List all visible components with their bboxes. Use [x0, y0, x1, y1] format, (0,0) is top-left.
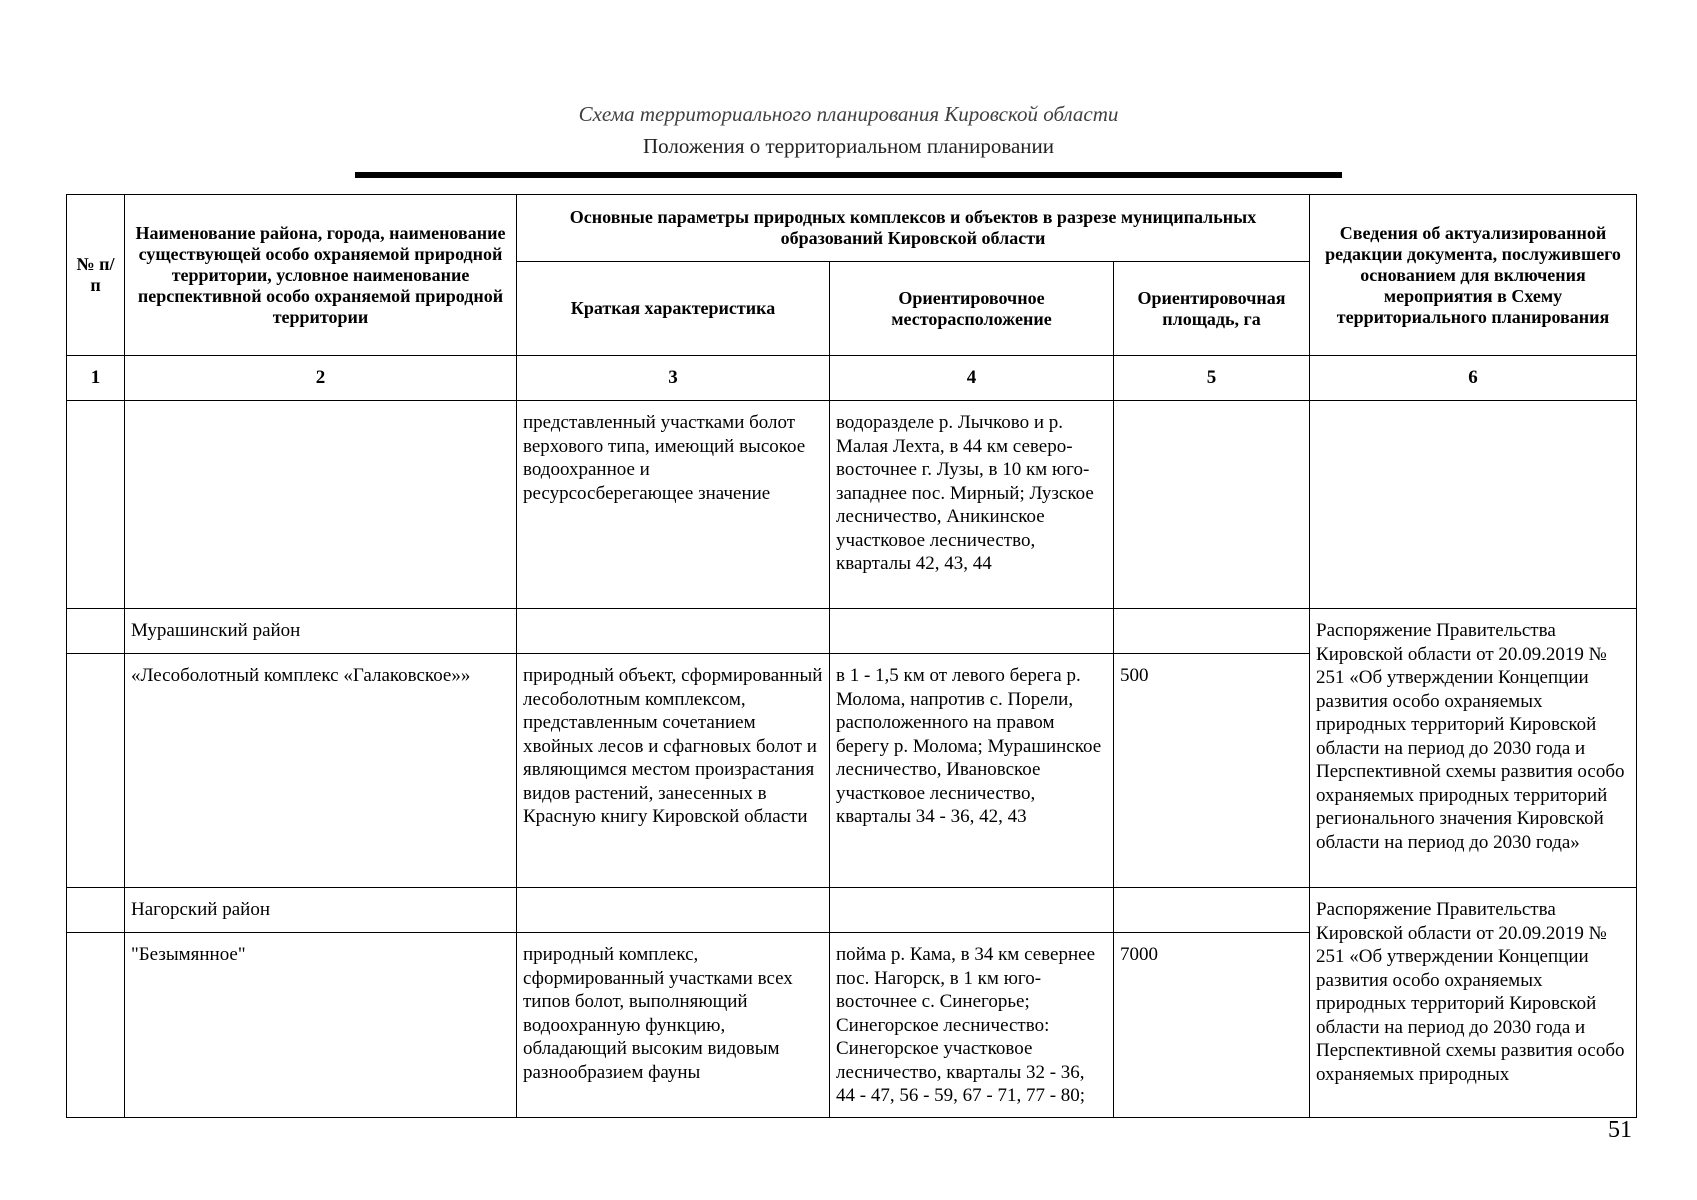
column-number: 3	[517, 356, 830, 401]
header-location: Ориентировочное месторасположение	[830, 262, 1114, 356]
table-row-district	[67, 888, 1637, 933]
row-num	[67, 654, 125, 888]
row-doc	[1310, 401, 1637, 609]
header-params-group: Основные параметры природных комплексов и объектов в разрезе муниципальных образований Кировской области	[517, 195, 1310, 262]
row-location: в 1 - 1,5 км от левого берега р. Молома, напротив с. Порели, расположенного на правом берегу р. Молома; Мурашинское лесничество, Ивановское участковое лесничество, кварталы 34 - 36, 42, 43	[830, 654, 1114, 888]
table-row	[67, 401, 1637, 609]
page-number: 51	[1608, 1117, 1632, 1143]
row-area	[1114, 401, 1310, 609]
row-num	[67, 401, 125, 609]
row-description: представленный участками болот верхового типа, имеющий высокое водоохранное и ресурсосберегающее значение	[517, 401, 830, 609]
row-area	[1114, 888, 1310, 933]
document-header	[0, 98, 1697, 162]
header-area: Ориентировочная площадь, га	[1114, 262, 1310, 356]
row-name: «Лесоболотный комплекс «Галаковское»»	[125, 654, 517, 888]
column-number: 5	[1114, 356, 1310, 401]
header-short-desc: Краткая характеристика	[517, 262, 830, 356]
row-location: водоразделе р. Лычково и р. Малая Лехта, в 44 км северо-восточнее г. Лузы, в 10 км юго-западнее пос. Мирный; Лузское лесничество, Аникинское участковое лесничество, кварталы 42, 43, 44	[830, 401, 1114, 609]
column-number: 1	[67, 356, 125, 401]
row-location	[830, 609, 1114, 654]
row-location	[830, 888, 1114, 933]
planning-table	[66, 194, 1637, 1118]
row-name	[125, 401, 517, 609]
row-num	[67, 888, 125, 933]
row-area	[1114, 609, 1310, 654]
row-area: 7000	[1114, 933, 1310, 1118]
row-name: "Безымянное"	[125, 933, 517, 1118]
row-doc: Распоряжение Правительства Кировской области от 20.09.2019 № 251 «Об утверждении Концепции развития особо охраняемых природных территорий Кировской области на период до 2030 года и Перспективной схемы развития особо охраняемых природных	[1310, 888, 1637, 1118]
row-num	[67, 933, 125, 1118]
district-name: Нагорский район	[125, 888, 517, 933]
table-row-district	[67, 609, 1637, 654]
column-number-row	[67, 356, 1637, 401]
row-description: природный комплекс, сформированный участками всех типов болот, выполняющий водоохранную функцию, обладающий высоким видовым разнообразием фауны	[517, 933, 830, 1118]
header-doc-info: Сведения об актуализированной редакции документа, послужившего основанием для включения мероприятия в Схему территориального планирования	[1310, 195, 1637, 356]
column-number: 4	[830, 356, 1114, 401]
row-num	[67, 609, 125, 654]
document-subtitle: Положения о территориальном планировании	[642, 134, 1055, 158]
header-rule	[355, 172, 1342, 178]
row-area: 500	[1114, 654, 1310, 888]
column-number: 6	[1310, 356, 1637, 401]
header-num: № п/п	[67, 195, 125, 356]
row-description	[517, 888, 830, 933]
district-name: Мурашинский район	[125, 609, 517, 654]
row-location: пойма р. Кама, в 34 км севернее пос. Нагорск, в 1 км юго-восточнее с. Синегорье; Синегорское лесничество: Синегорское участковое лесничество, кварталы 32 - 36, 44 - 47, 56 - 59, 67 - 71, 77 - 80;	[830, 933, 1114, 1118]
column-number: 2	[125, 356, 517, 401]
row-description: природный объект, сформированный лесоболотным комплексом, представленным сочетанием хвойных лесов и сфагновых болот и являющимся местом произрастания видов растений, занесенных в Красную книгу Кировской области	[517, 654, 830, 888]
header-name: Наименование района, города, наименование существующей особо охраняемой природной территории, условное наименование перспективной особо охраняемой природной территории	[125, 195, 517, 356]
row-description	[517, 609, 830, 654]
row-doc: Распоряжение Правительства Кировской области от 20.09.2019 № 251 «Об утверждении Концепции развития особо охраняемых природных территорий Кировской области на период до 2030 года и Перспективной схемы развития особо охраняемых природных территорий регионального значения Кировской области на период до 2030 года»	[1310, 609, 1637, 888]
document-title: Схема территориального планирования Кировской области	[578, 102, 1119, 126]
